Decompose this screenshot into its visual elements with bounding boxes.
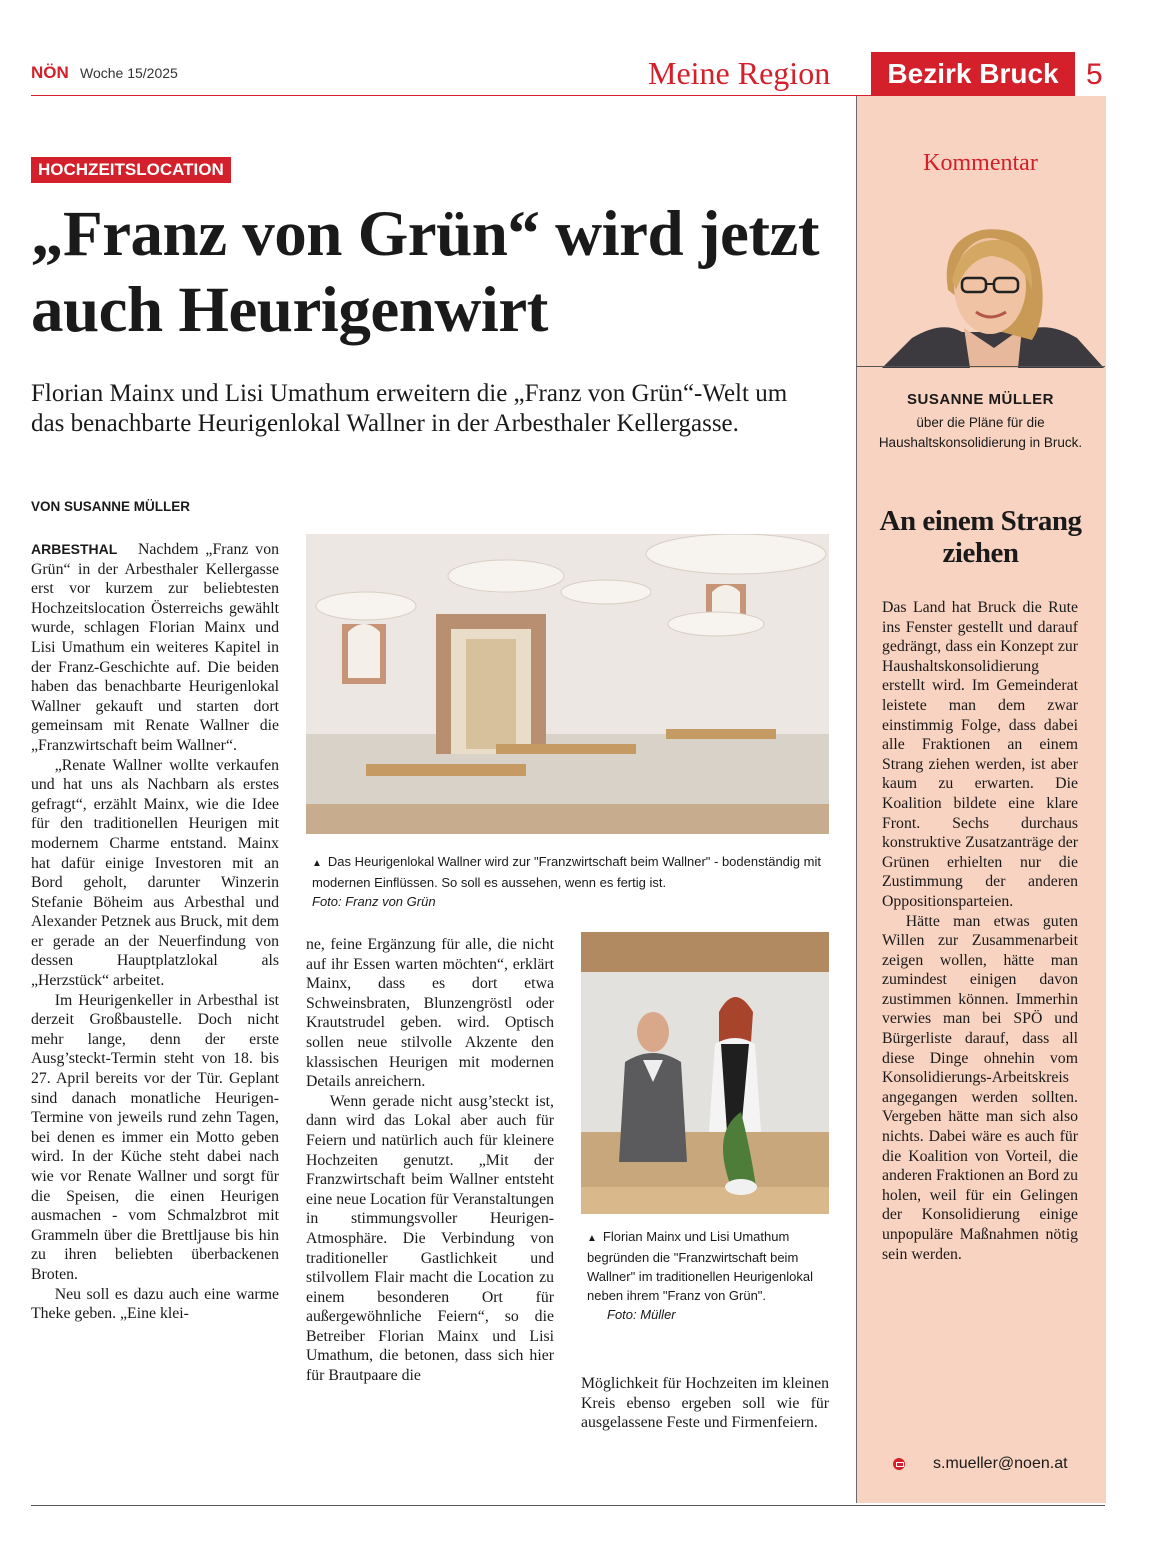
article-column-1 (31, 540, 279, 1324)
article-byline: VON SUSANNE MÜLLER (31, 499, 191, 514)
commentary-body (882, 598, 1078, 1264)
article-paragraph: Im Heurigenkeller in Arbesthal ist derzeit Großbaustelle. Doch nicht mehr lange, denn der erste Ausg’steckt-Termin steht von 18. bis 27. April bereits vor der Tür. Geplant sind danach monatliche Heurigen-Termine von jeweils rund zehn Tagen, bei denen es immer ein Motto geben wird. In der Küche steht dabei nach wie vor Renate Wallner und sorgt für die Speisen, die einen Heurigen ausmachen - vom Schmalzbrot mit Grammeln über die Brettljause bis hin zu ihren beliebten überbackenen Broten. (31, 991, 279, 1283)
email-icon (893, 1458, 905, 1470)
commentary-subtitle: über die Pläne für die Haushaltskonsolidierung in Bruck. (878, 415, 1083, 450)
author-email[interactable]: s.mueller@noen.at (933, 1455, 1068, 1472)
commentary-label: Kommentar (923, 150, 1038, 176)
article-lead-text: Nachdem „Franz von Grün“ in der Arbesthaler Kellergasse erst vor kurzem zur beliebtesten Hochzeitslocation Österreichs gewählt wurde, schlagen Florian Mainx und Lisi Umathum ein weiteres Kapitel in der Franz-Geschichte auf. Die beiden haben das benachbarte Heurigenlokal Wallner gekauft und starten dort gemeinsam mit Renate Wallner die „Franzwirtschaft beim Wallner“. (31, 541, 279, 754)
commentary-divider (856, 366, 1105, 367)
commentary-headline: An einem Strang ziehen (879, 505, 1082, 569)
district-badge: Bezirk Bruck (871, 52, 1075, 96)
publication-logo: NÖN (31, 63, 69, 82)
article-column-2 (306, 935, 554, 1386)
caption-arrow-icon: ▲ (312, 858, 322, 869)
caption-arrow-icon: ▲ (587, 1233, 597, 1244)
header-rule (31, 95, 871, 96)
photo-credit: Foto: Franz von Grün (312, 894, 436, 909)
commentary-author: SUSANNE MÜLLER (906, 391, 1054, 408)
photo-caption-1 (312, 852, 822, 911)
photo-credit: Foto: Müller (607, 1307, 676, 1322)
restaurant-interior-photo (306, 534, 829, 834)
commentary-paragraph: Hätte man etwas guten Willen zur Zusammenarbeit zeigen wollen, hätte man zumindest einigen davon zustimmen können. Immerhin verwies man bei SPÖ und Bürgerliste darauf, dass all diese Dinge ohnehin vom Konsolidierungs-Arbeitskreis angegangen werden sollten. Vergeben hätte man sich also nichts. Dabei wäre es auch für die Koalition von Vorteil, die anderen Fraktionen an Bord zu holen, weil für ein Gelingen der Konsolidierung einige unpopuläre Maßnahmen nötig sein werden. (882, 912, 1078, 1263)
caption-text: Das Heurigenlokal Wallner wird zur "Franzwirtschaft beim Wallner" - bodenständig mit modernen Einflüssen. So soll es aussehen, wenn es fertig ist. (312, 854, 821, 890)
owners-photo (581, 932, 829, 1214)
article-paragraph (31, 540, 279, 756)
section-title: Meine Region (648, 55, 831, 91)
page-number: 5 (1086, 58, 1103, 91)
caption-text: Florian Mainx und Lisi Umathum begründen die "Franzwirtschaft beim Wallner" im traditionellen Heurigenlokal neben ihrem "Franz von Grün". (587, 1229, 813, 1303)
article-paragraph: ne, feine Ergänzung für alle, die nicht auf ihr Essen warten möchten“, erklärt Mainx, dass es dort etwa Schweinsbraten, Blunzengröstl oder Krautstrudel geben. wird. Optisch sollen neue stilvolle Akzente den klassischen Heurigen mit modernen Details anreichern. (306, 936, 554, 1091)
article-headline: „Franz von Grün“ wird jetzt auch Heurigenwirt (31, 198, 820, 346)
article-paragraph: Neu soll es dazu auch eine warme Theke geben. „Eine klei- (31, 1285, 279, 1323)
article-kicker: HOCHZEITSLOCATION (31, 157, 231, 183)
article-paragraph: Möglichkeit für Hochzeiten im kleinen Kreis ebenso ergeben soll wie für ausgelassene Feste und Firmenfeiern. (581, 1375, 829, 1432)
article-dateline: ARBESTHAL (31, 541, 118, 557)
author-portrait (882, 220, 1104, 368)
footer-rule (31, 1505, 1105, 1506)
article-deck: Florian Mainx und Lisi Umathum erweitern die „Franz von Grün“-Welt um das benachbarte Heurigenlokal Wallner in der Arbesthaler Kellergasse. (31, 380, 788, 437)
article-paragraph: Wenn gerade nicht ausg’steckt ist, dann wird das Lokal aber auch für Feiern und natürlich auch für kleinere Hochzeiten genutzt. „Mit der Franzwirtschaft beim Wallner entsteht eine neue Location für Veranstaltungen in stimmungsvoller Heurigen-Atmosphäre. Die Verbindung von traditioneller Gastlichkeit und stilvollem Flair macht die Location zu einem besonderen Ort für außergewöhnliche Feiern“, so die Betreiber Florian Mainx und Lisi Umathum, die betonen, dass sich hier für Brautpaare die (306, 1092, 554, 1385)
issue-week: Woche 15/2025 (80, 65, 178, 81)
article-column-3 (581, 1374, 829, 1433)
article-paragraph: „Renate Wallner wollte verkaufen und hat uns als Nachbarn als erstes gefragt“, erzählt Mainx, wie die Idee für den traditionellen Heurigen mit modernem Charme entstand. Mainx hat dafür einige Investoren mit an Bord geholt, darunter Winzerin Stefanie Böheim aus Arbesthal und Alexander Petznek aus Bruck, mit dem er gerade an der Neuerfindung von dessen Hauptplatzlokal als „Herzstück“ arbeitet. (31, 756, 279, 990)
photo-caption-2 (587, 1227, 827, 1324)
commentary-paragraph: Das Land hat Bruck die Rute ins Fenster gestellt und darauf gedrängt, dass ein Konzept zur Haushaltskonsolidierung erstellt wird. Im Gemeinderat leistete man dem zwar einstimmig Folge, dass dabei alle Fraktionen an einem Strang ziehen werden, ist aber kaum zu erwarten. Die Koalition bildete eine klare Front. Sechs durchaus konstruktive Zusatzanträge der Grünen erhielten nur die Zustimmung der anderen Oppositionsparteien. (882, 599, 1078, 910)
